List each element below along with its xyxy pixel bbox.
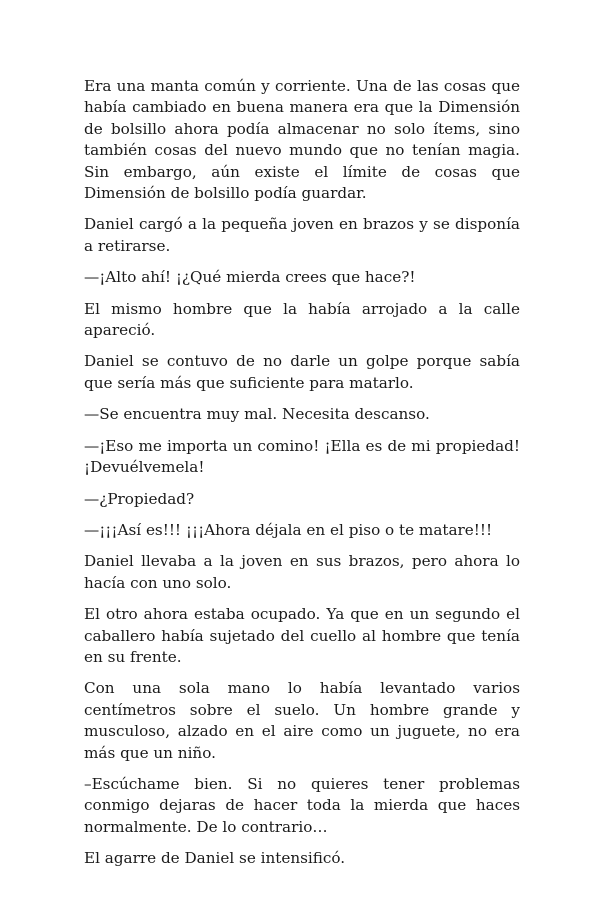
paragraph: Era una manta común y corriente. Una de las cosas que había cambiado en buena manera era que la Dimensión de bolsillo ahora podía almacenar no solo ítems, sino también cosas del nuevo mundo que no tenían magia. Sin embargo, aún existe el límite de cosas que Dimensión de bolsillo podía guardar. xyxy=(84,77,520,203)
paragraph: El otro ahora estaba ocupado. Ya que en un segundo el caballero había sujetado del cuello al hombre que tenía en su frente. xyxy=(84,605,520,666)
page-body xyxy=(84,76,520,880)
dialogue-line: —Se encuentra muy mal. Necesita descanso. xyxy=(84,405,430,424)
dialogue-line: —¡Eso me importa un comino! ¡Ella es de mi propiedad! ¡Devuélvemela! xyxy=(84,436,520,477)
dialogue-line: –Escúchame bien. Si no quieres tener problemas conmigo dejaras de hacer toda la mierda que haces normalmente. De lo contrario… xyxy=(84,774,520,836)
dialogue-line: —¿Propiedad? xyxy=(84,489,195,508)
paragraph: Daniel cargó a la pequeña joven en brazos y se disponía a retirarse. xyxy=(84,215,520,255)
paragraph: El agarre de Daniel se intensificó. xyxy=(84,849,346,868)
dialogue-line: —¡Alto ahí! ¡¿Qué mierda crees que hace?! xyxy=(84,268,416,287)
paragraph: El mismo hombre que la había arrojado a la calle apareció. xyxy=(84,299,520,340)
paragraph: Daniel se contuvo de no darle un golpe porque sabía que sería más que suficiente para matarlo. xyxy=(84,352,520,392)
dialogue-line: —¡¡¡Así es!!! ¡¡¡Ahora déjala en el piso o te matare!!! xyxy=(84,520,493,539)
paragraph: Daniel llevaba a la joven en sus brazos, pero ahora lo hacía con uno solo. xyxy=(84,552,520,592)
paragraph: Con una sola mano lo había levantado varios centímetros sobre el suelo. Un hombre grande y musculoso, alzado en el aire como un juguete, no era más que un niño. xyxy=(84,679,520,762)
